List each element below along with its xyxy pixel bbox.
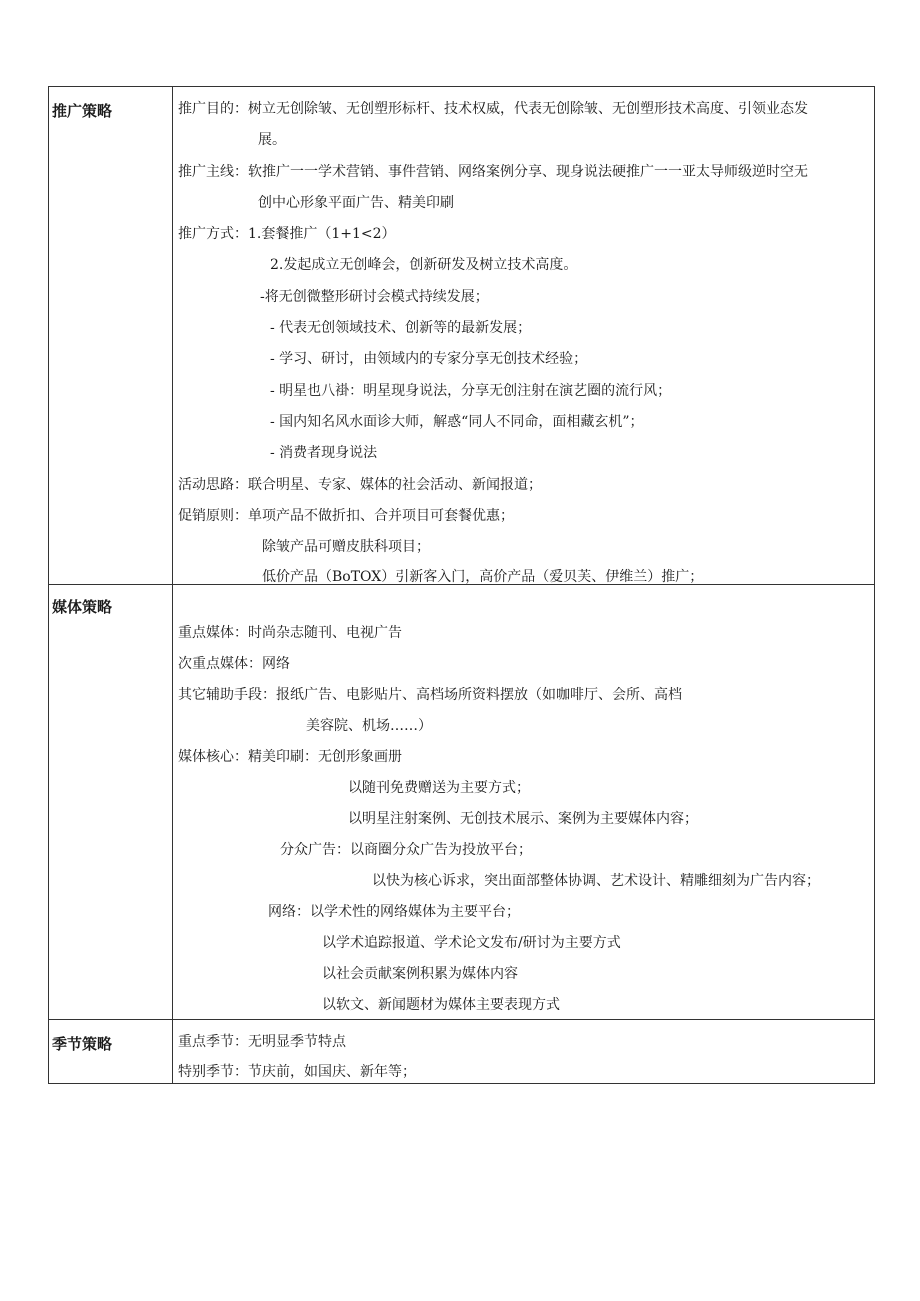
text-line: - 代表无创领域技术、创新等的最新发展； [270, 320, 532, 336]
text-line: 以软文、新闻题材为媒体主要表现方式 [322, 997, 560, 1013]
text-line: -将无创微整形研讨会模式持续发展； [260, 289, 489, 305]
text-line: 以社会贡献案例积累为媒体内容 [322, 966, 518, 982]
text-line: 重点季节：无明显季节特点 [178, 1034, 346, 1050]
text-line: 其它辅助手段：报纸广告、电影贴片、高档场所资料摆放（如咖啡厅、会所、高档 [178, 687, 682, 703]
text-line: 创中心形象平面广告、精美印刷 [258, 195, 454, 211]
text-line: 推广方式：1.套餐推广（1+1<2） [178, 226, 396, 242]
text-line: - 消费者现身说法 [270, 445, 378, 461]
text-line: 除皱产品可赠皮肤科项目； [262, 539, 430, 555]
section-label: 媒体策略 [49, 585, 173, 1019]
text-line: - 国内知名风水面诊大师，解惑“同人不同命，面相藏玄机”； [270, 414, 644, 430]
text-line: 以快为核心诉求，突出面部整体协调、艺术设计、精雕细刻为广告内容； [372, 873, 820, 889]
section-season-strategy [49, 1019, 874, 1083]
section-content [174, 1020, 874, 1083]
section-label: 季节策略 [49, 1020, 173, 1083]
text-line: 以学术追踪报道、学术论文发布/研讨为主要方式 [322, 935, 621, 951]
text-line: 特别季节：节庆前，如国庆、新年等； [178, 1064, 416, 1080]
text-line: 推广主线：软推广一一学术营销、事件营销、网络案例分享、现身说法硬推广一一亚太导师级逆时空无 [178, 164, 808, 180]
text-line: 重点媒体：时尚杂志随刊、电视广告 [178, 625, 402, 641]
text-line: 2.发起成立无创峰会，创新研发及树立技术高度。 [270, 257, 578, 273]
text-line: 以随刊免费赠送为主要方式； [348, 780, 530, 796]
section-content [174, 87, 874, 584]
text-line: 展。 [258, 132, 286, 148]
text-line: - 明星也八褂：明星现身说法，分享无创注射在演艺圈的流行风； [270, 383, 672, 399]
section-promotion-strategy [49, 87, 874, 584]
strategy-table [48, 86, 875, 1084]
section-media-strategy [49, 584, 874, 1019]
text-line: 分众广告：以商圈分众广告为投放平台； [280, 842, 532, 858]
text-line: 推广目的：树立无创除皱、无创塑形标杆、技术权威，代表无创除皱、无创塑形技术高度、引领业态发 [178, 101, 808, 117]
text-line: 网络：以学术性的网络媒体为主要平台； [268, 904, 520, 920]
section-label: 推广策略 [49, 87, 173, 584]
text-line: 促销原则：单项产品不做折扣、合并项目可套餐优惠； [178, 508, 514, 524]
text-line: 以明星注射案例、无创技术展示、案例为主要媒体内容； [348, 811, 698, 827]
section-content [174, 585, 874, 1019]
text-line: - 学习、研讨，由领域内的专家分享无创技术经验； [270, 351, 588, 367]
text-line: 次重点媒体：网络 [178, 656, 290, 672]
text-line: 美容院、机场……） [306, 718, 432, 734]
text-line: 低价产品（BoTOX）引新客入门，高价产品（爱贝芙、伊维兰）推广； [262, 569, 704, 585]
text-line: 媒体核心：精美印刷：无创形象画册 [178, 749, 402, 765]
text-line: 活动思路：联合明星、专家、媒体的社会活动、新闻报道； [178, 477, 542, 493]
